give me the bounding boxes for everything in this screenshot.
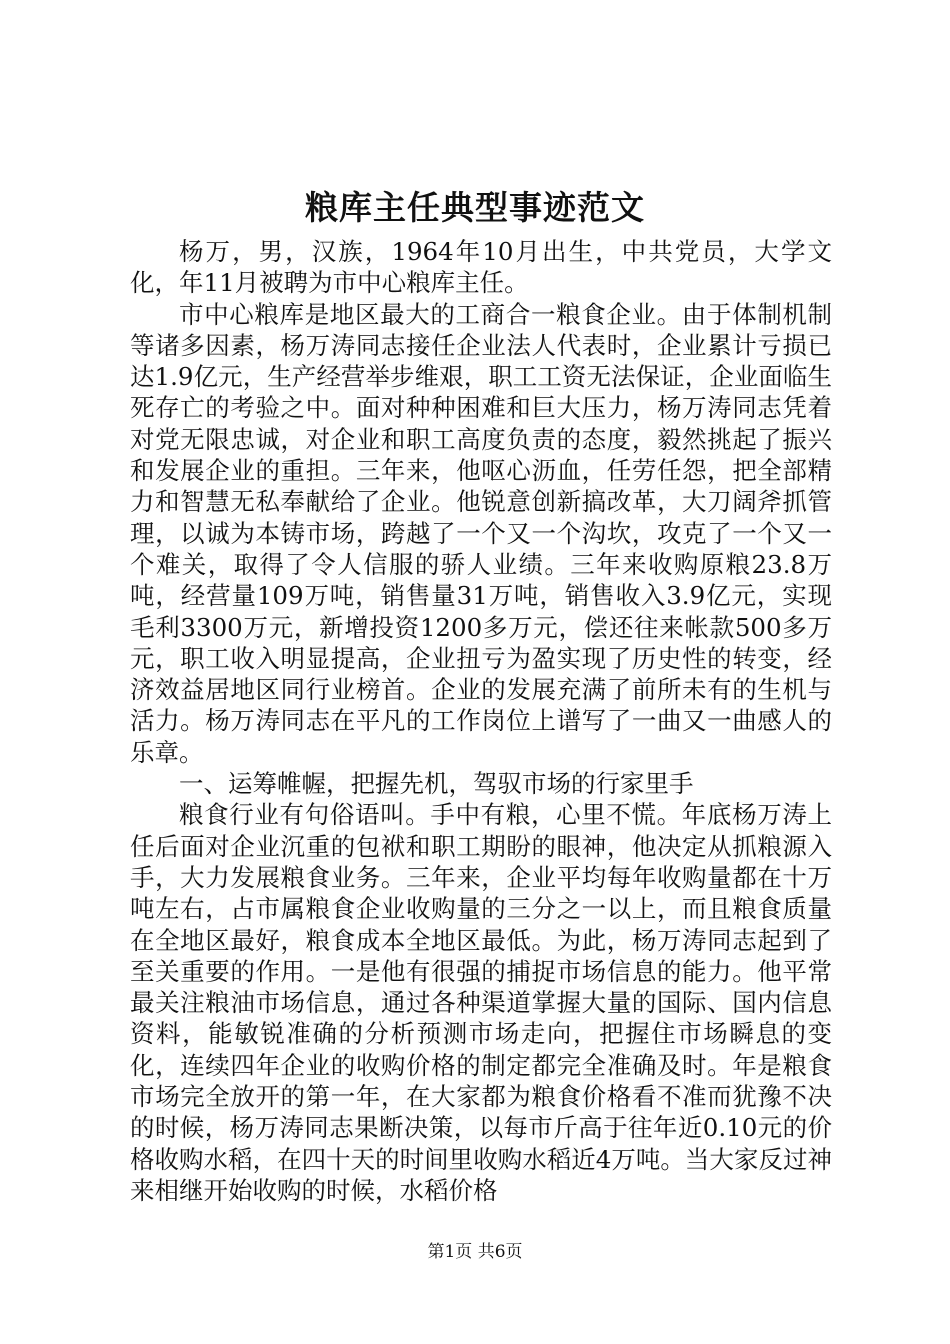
paragraph-intro: 杨万，男，汉族，1964年10月出生，中共党员，大学文化，年11月被聘为市中心粮库主任。 <box>130 237 832 298</box>
document-title: 粮库主任典型事迹范文 <box>305 188 645 227</box>
page-footer: 第1页 共6页 <box>427 1242 523 1262</box>
section-heading-1: 一、运筹帷幄，把握先机，驾驭市场的行家里手 <box>179 769 694 799</box>
document-body <box>130 236 832 1206</box>
paragraph-section-1: 粮食行业有句俗语叫。手中有粮，心里不慌。年底杨万涛上任后面对企业沉重的包袱和职工期盼的眼神，他决定从抓粮源入手，大力发展粮食业务。三年来，企业平均每年收购量都在十万吨左右，占市属粮食企业收购量的三分之一以上，而且粮食质量在全地区最好，粮食成本全地区最低。为此，杨万涛同志起到了至关重要的作用。一是他有很强的捕捉市场信息的能力。他平常最关注粮油市场信息，通过各种渠道掌握大量的国际、国内信息资料，能敏锐准确的分析预测市场走向，把握住市场瞬息的变化，连续四年企业的收购价格的制定都完全准确及时。年是粮食市场完全放开的第一年，在大家都为粮食价格看不准而犹豫不决的时候，杨万涛同志果断决策，以每市斤高于往年近0.10元的价格收购水稻，在四十天的时间里收购水稻近4万吨。当大家反过神来相继开始收购的时候，水稻价格 <box>130 800 832 1205</box>
paragraph-overview: 市中心粮库是地区最大的工商合一粮食企业。由于体制机制等诸多因素，杨万涛同志接任企业法人代表时，企业累计亏损已达1.9亿元，生产经营举步维艰，职工工资无法保证，企业面临生死存亡的考验之中。面对种种困难和巨大压力，杨万涛同志凭着对党无限忠诚，对企业和职工高度负责的态度，毅然挑起了振兴和发展企业的重担。三年来，他呕心沥血，任劳任怨，把全部精力和智慧无私奉献给了企业。他锐意创新搞改革，大刀阔斧抓管理，以诚为本铸市场，跨越了一个又一个沟坎，攻克了一个又一个难关，取得了令人信服的骄人业绩。三年来收购原粮23.8万吨，经营量109万吨，销售量31万吨，销售收入3.9亿元，实现毛利3300万元，新增投资1200多万元，偿还往来帐款500多万元，职工收入明显提高，企业扭亏为盈实现了历史性的转变，经济效益居地区同行业榜首。企业的发展充满了前所未有的生机与活力。杨万涛同志在平凡的工作岗位上谱写了一曲又一曲感人的乐章。 <box>130 299 832 767</box>
